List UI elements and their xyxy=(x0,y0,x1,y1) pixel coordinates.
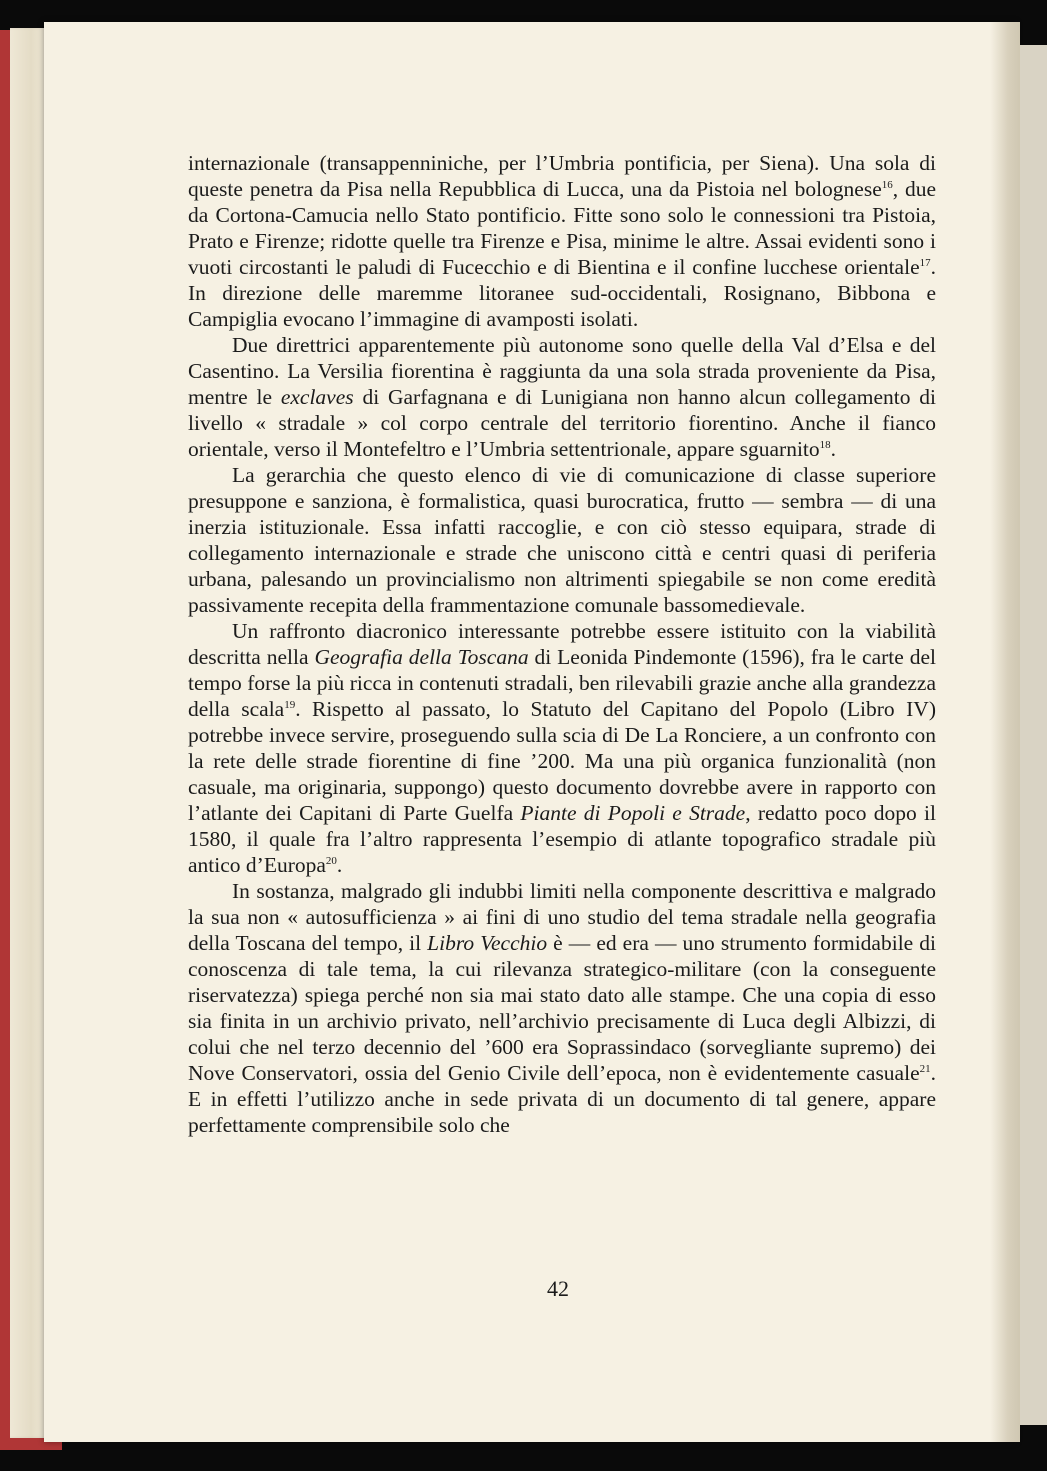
footnote-ref: 17 xyxy=(919,257,931,269)
paragraph xyxy=(188,878,936,1138)
text-run: In sostanza, malgrado gli indubbi limiti nella componente descrittiva e malgrado la sua non « autosufficienza » ai fini di uno studio del tema stradale nella geografia della Toscana del tempo, il xyxy=(188,879,936,955)
page-number: 42 xyxy=(547,1276,569,1301)
text-run: . In direzione delle maremme litoranee sud-occidentali, Rosignano, Bibbona e Campiglia evocano l’immagine di avamposti isolati. xyxy=(188,255,936,331)
footnote-ref: 18 xyxy=(819,439,831,451)
text-run: di Leonida Pindemonte (1596), fra le carte del tempo forse la più ricca in contenuti stradali, ben rilevabili grazie anche alla grandezza della scala xyxy=(188,645,936,721)
italic-title: Piante di Popoli e Strade xyxy=(520,801,746,825)
body-text xyxy=(188,150,936,1138)
text-run: La gerarchia che questo elenco di vie di comunicazione di classe superiore presuppone e sanziona, è formalistica, quasi burocratica, frutto — sembra — di una inerzia istituzionale. Essa infatti raccoglie, e con ciò stesso equipara, strade di collegamento internazionale e strade che uniscono città e centri quasi di periferia urbana, palesando un provincialismo non altrimenti spiegabile se non come eredità passivamente recepita della frammentazione comunale bassomedievale. xyxy=(188,463,936,617)
text-run: Un raffronto diacronico interessante potrebbe essere istituito con la viabilità descritta nella xyxy=(188,619,936,669)
footnote-ref: 20 xyxy=(325,855,337,867)
text-run: , redatto poco dopo il 1580, il quale fra l’altro rappresenta l’esempio di atlante topografico stradale più antico d’Europa xyxy=(188,801,936,877)
text-run: . xyxy=(336,853,343,877)
italic-title: Libro Vecchio xyxy=(427,931,548,955)
text-run: . E in effetti l’utilizzo anche in sede privata di un documento di tal genere, appare perfettamente comprensibile solo che xyxy=(188,1061,936,1137)
text-run: è — ed era — uno strumento formidabile di conoscenza di tale tema, la cui rilevanza strategico-militare (con la conseguente riservatezza) spiega perché non sia mai stato dato alle stampe. Che una copia di esso sia finita in un archivio privato, nell’archivio precisamente di Luca degli Albizzi, di colui che nel terzo decennio del ’600 era Soprassindaco (sorvegliante supremo) dei Nove Conservatori, ossia del Genio Civile dell’epoca, non è evidentemente casuale xyxy=(188,931,936,1085)
facing-page-edge xyxy=(1020,45,1047,1425)
paragraph xyxy=(188,462,936,618)
paragraph xyxy=(188,332,936,462)
text-run: . xyxy=(830,437,837,461)
text-run: di Garfagnana e di Lunigiana non hanno alcun collegamento di livello « stradale » col corpo centrale del territorio fiorentino. Anche il fianco orientale, verso il Montefeltro e l’Umbria settentrionale, appare sguarnito xyxy=(188,385,936,461)
page-gutter-shadow xyxy=(990,22,1020,1442)
paragraph xyxy=(188,618,936,878)
footnote-ref: 21 xyxy=(919,1063,931,1075)
text-run: . Rispetto al passato, lo Statuto del Capitano del Popolo (Libro IV) potrebbe invece servire, proseguendo sulla scia di De La Ronciere, a un confronto con la rete delle strade fiorentine di fine ’200. Ma una più organica funzionalità (non casuale, ma originaria, suppongo) questo documento dovrebbe avere in rapporto con l’atlante dei Capitani di Parte Guelfa xyxy=(188,697,936,825)
footnote-ref: 16 xyxy=(881,179,893,191)
italic-title: Geografia della Toscana xyxy=(314,645,529,669)
italic-title: exclaves xyxy=(280,385,354,409)
text-run: internazionale (transappenniniche, per l’Umbria pontificia, per Siena). Una sola di queste penetra da Pisa nella Repubblica di Lucca, una da Pistoia nel bolognese xyxy=(188,151,936,201)
text-run: , due da Cortona-Camucia nello Stato pontificio. Fitte sono solo le connessioni tra Pistoia, Prato e Firenze; ridotte quelle tra Firenze e Pisa, minime le altre. Assai evidenti sono i vuoti circostanti le paludi di Fucecchio e di Bientina e il confine lucchese orientale xyxy=(188,177,936,279)
paragraph xyxy=(188,150,936,332)
text-run: Due direttrici apparentemente più autonome sono quelle della Val d’Elsa e del Casentino. La Versilia fiorentina è raggiunta da una sola strada proveniente da Pisa, mentre le xyxy=(188,333,936,409)
footnote-ref: 19 xyxy=(284,699,296,711)
